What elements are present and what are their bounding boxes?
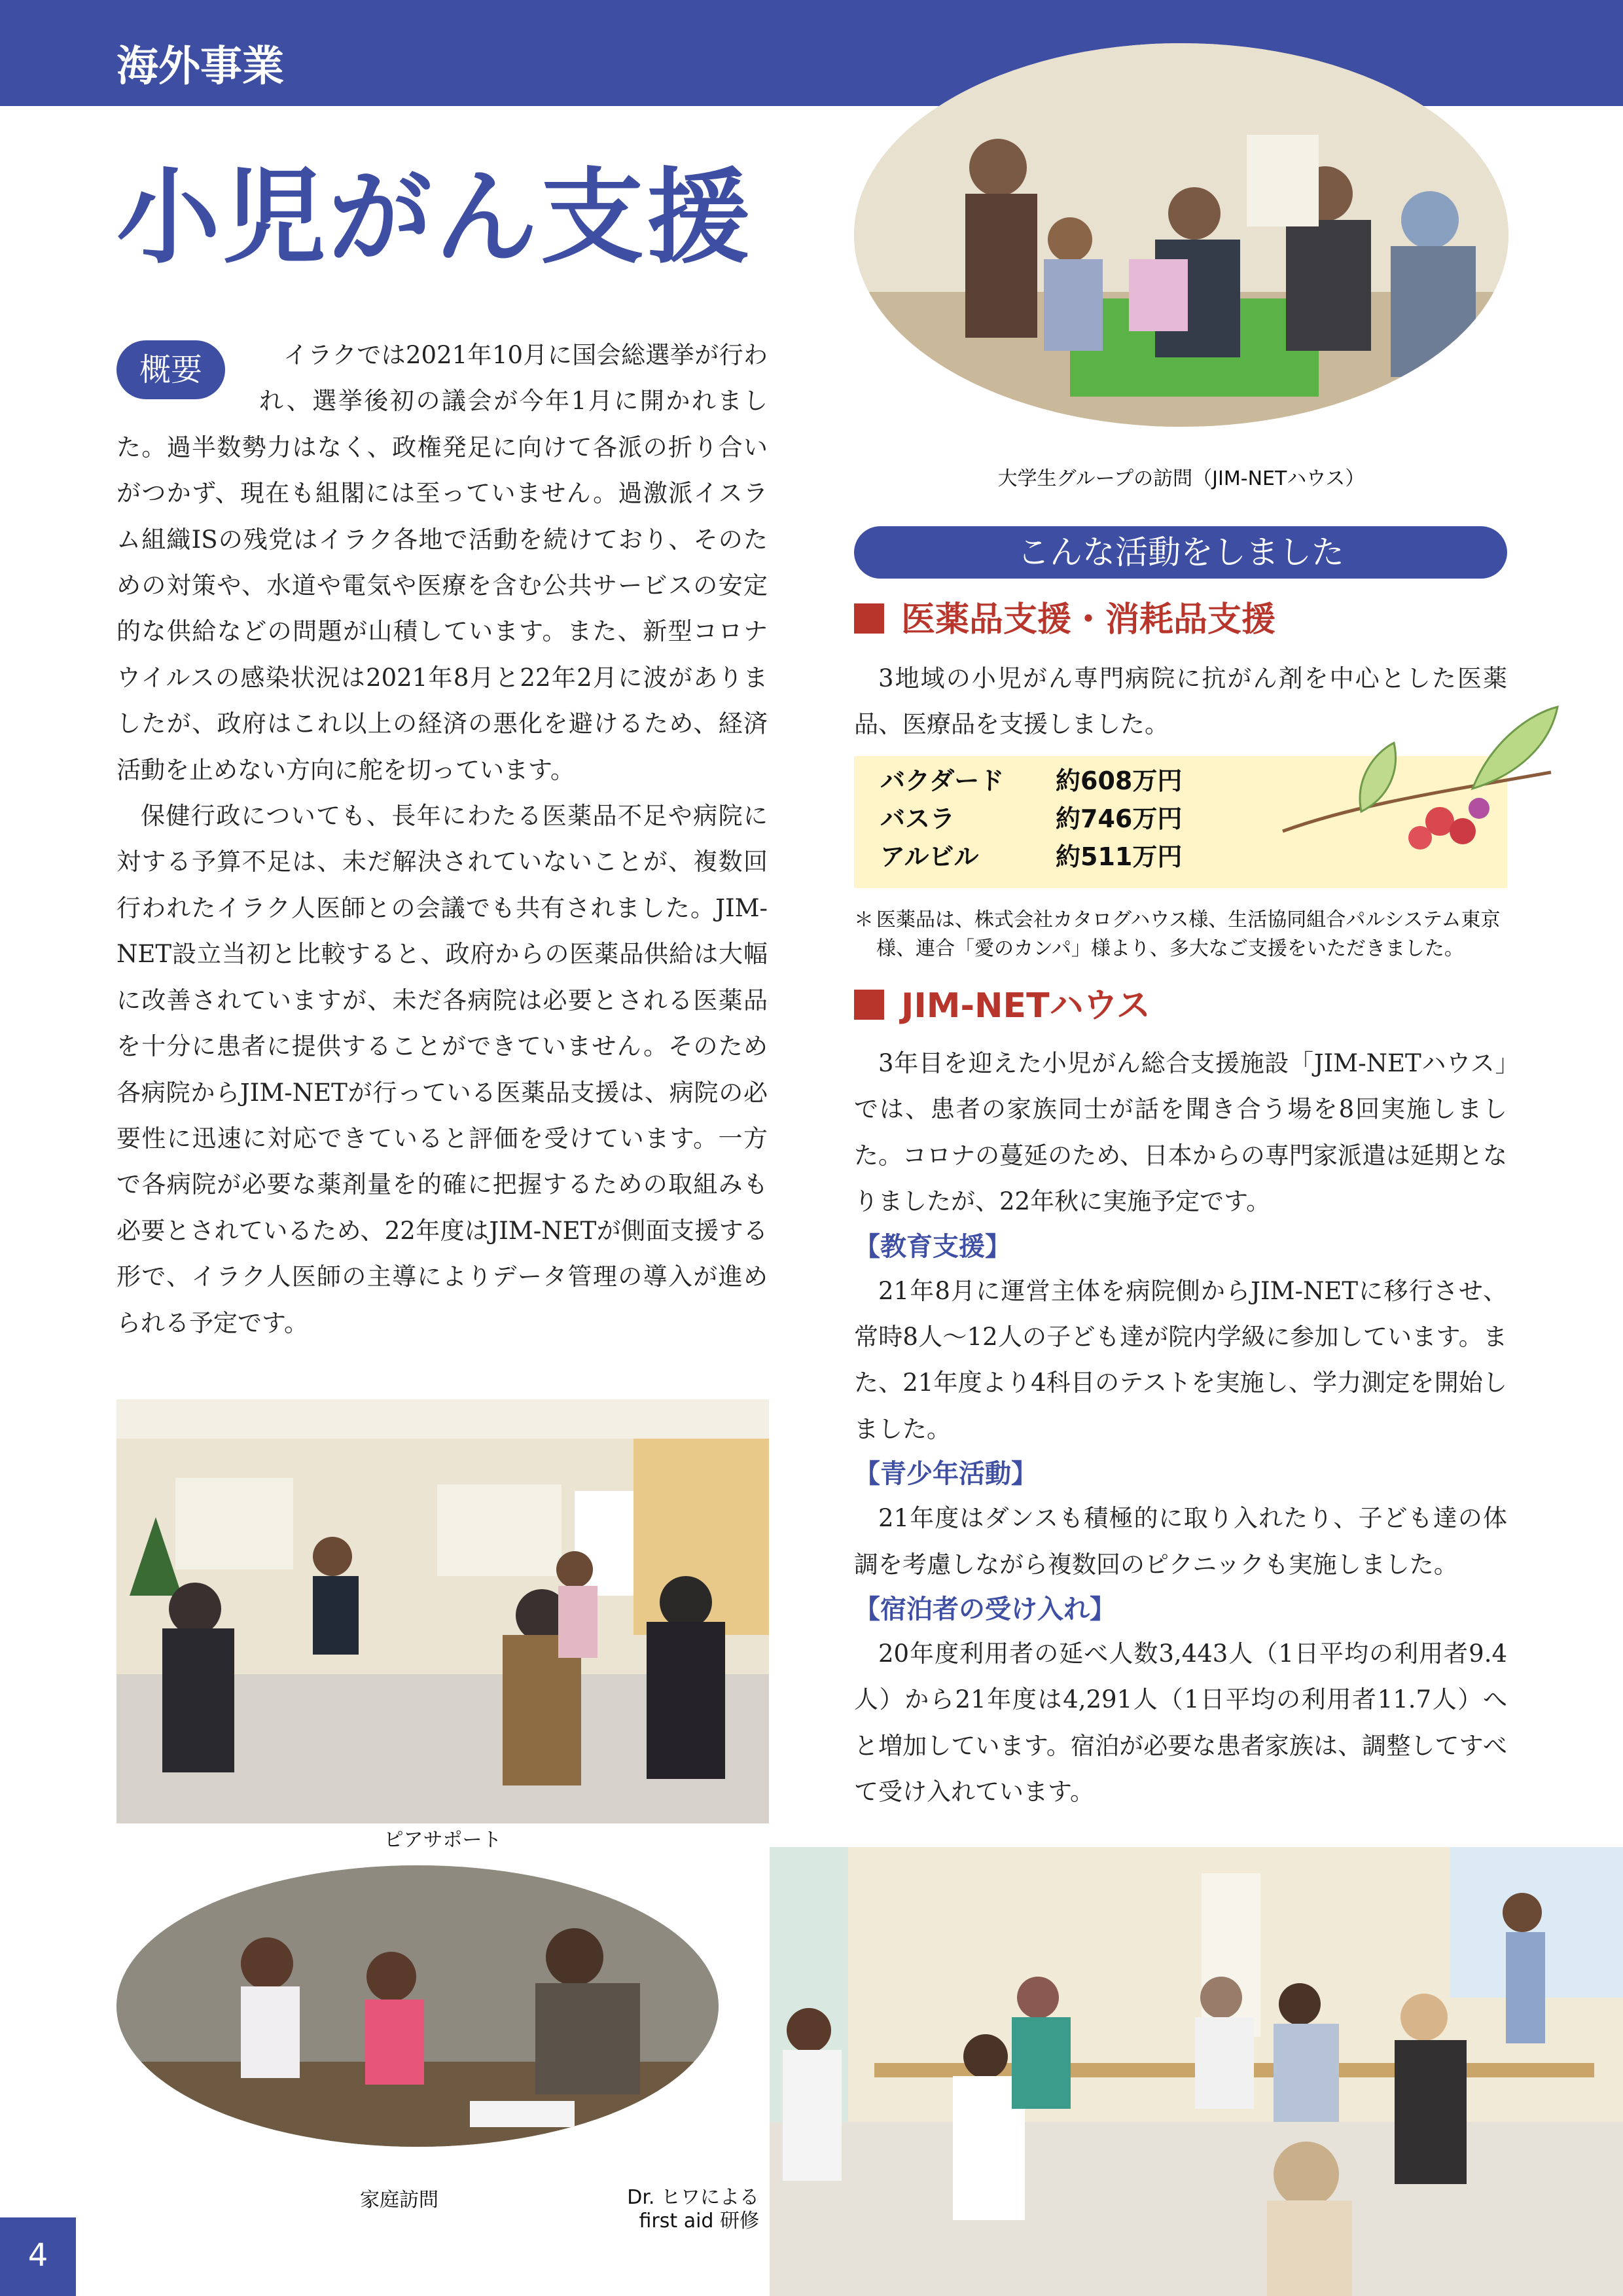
- sponsor-note: [854, 906, 1507, 963]
- photo-first-aid-training: [770, 1847, 1623, 2296]
- activities-heading: こんな活動をしました: [854, 526, 1507, 579]
- education-heading: 【教育支援】: [854, 1231, 1011, 1262]
- overview-badge: 概要: [116, 340, 225, 399]
- page-number: 4: [27, 2237, 48, 2274]
- caption-first-aid-line-2: first aid 研修: [639, 2210, 759, 2233]
- education-text: 21年8月に運営主体を病院側からJIM-NETに移行させ、常時8人～12人の子ども達が院内学級に参加しています。また、21年度より4科目のテストを実施し、学力測定を開始しました。: [854, 1276, 1507, 1443]
- supply-row: [880, 762, 1182, 799]
- photo-home-visit: [116, 1865, 719, 2147]
- page-title: 小児がん支援: [116, 158, 753, 278]
- note-mark: ＊: [854, 908, 874, 931]
- jimnet-house-heading: [854, 983, 1150, 1029]
- youth-text: 21年度はダンスも積極的に取り入れたり、子ども達の体調を考慮しながら複数回のピクニックも実施しました。: [854, 1504, 1507, 1579]
- photo-students-visit: [854, 43, 1508, 427]
- square-bullet-icon: [854, 603, 884, 634]
- medical-support-title: 医薬品支援・消耗品支援: [901, 600, 1276, 639]
- supply-row: [880, 838, 1182, 875]
- supply-amount: 約511万円: [1056, 842, 1183, 871]
- caption-home-visit: 家庭訪問: [360, 2189, 438, 2212]
- supply-row: [880, 800, 1182, 837]
- lodging-text: 20年度利用者の延べ人数3,443人（1日平均の利用者9.4人）から21年度は4,291人（1日平均の利用者11.7人）へと増加しています。宿泊が必要な患者家族は、調整してすべて受け入れています。: [854, 1640, 1507, 1806]
- supply-amount: 約608万円: [1056, 766, 1183, 795]
- overview-paragraph-2: 保健行政についても、長年にわたる医薬品不足や病院に対する予算不足は、未だ解決されていないことが、複数回行われたイラク人医師との会議でも共有されました。JIM-NET設立当初と比較すると、政府からの医薬品供給は大幅に改善されていますが、未だ各病院は必要とされる医薬品を十分に患者に提供することができていません。そのため各病院からJIM-NETが行っている医薬品支援は、病院の必要性に迅速に対応できていると評価を受けています。一方で各病院が必要な薬剤量を的確に把握するための取組みも必要とされているため、22年度はJIM-NETが側面支援する形で、イラク人医師の主導によりデータ管理の導入が進められる予定です。: [116, 802, 768, 1337]
- caption-students-visit: 大学生グループの訪問（JIM-NETハウス）: [997, 467, 1365, 490]
- overview-paragraph-1: イラクでは2021年10月に国会総選挙が行われ、選挙後初の議会が今年1月に開かれました。過半数勢力はなく、政権発足に向けて各派の折り合いがつかず、現在も組閣には至っていません。過激派イスラム組織ISの残党はイラク各地で活動を続けており、そのための対策や、水道や電気や医療を含む公共サービスの安定的な供給などの問題が山積しています。また、新型コロナウイルスの感染状況は2021年8月と22年2月に波がありましたが、政府はこれ以上の経済の悪化を避けるため、経済活動を止めない方向に舵を切っています。: [116, 341, 768, 784]
- house-intro: 3年目を迎えた小児がん総合支援施設「JIM-NETハウス」では、患者の家族同士が話を聞き合う場を8回実施しました。コロナの蔓延のため、日本からの専門家派遣は延期となりましたが、22年秋に実施予定です。: [854, 1049, 1507, 1216]
- photo-peer-support: [116, 1399, 769, 1823]
- jimnet-house-text: [854, 1041, 1507, 1816]
- supply-city: アルビル: [880, 842, 979, 871]
- lodging-heading: 【宿泊者の受け入れ】: [854, 1594, 1116, 1625]
- supply-amount: 約746万円: [1056, 804, 1183, 833]
- section-label: 海外事業: [116, 43, 284, 91]
- caption-first-aid-line-1: Dr. ヒワによる: [627, 2186, 759, 2209]
- note-text: 医薬品は、株式会社カタログハウス様、生活協同組合パルシステム東京様、連合「愛のカンパ」様より、多大なご支援をいただきました。: [876, 908, 1501, 960]
- jimnet-house-title: JIM-NETハウス: [901, 986, 1150, 1026]
- caption-first-aid: [589, 2186, 759, 2233]
- leaf-berry-illustration-icon: [1276, 681, 1564, 857]
- caption-peer-support: ピアサポート: [383, 1829, 502, 1852]
- square-bullet-icon: [854, 990, 884, 1020]
- supply-city: バスラ: [880, 804, 955, 833]
- youth-heading: 【青少年活動】: [854, 1459, 1037, 1490]
- medical-support-paragraph: 3地域の小児がん専門病院に抗がん剤を中心とした医薬品、医療品を支援しました。: [854, 664, 1507, 739]
- medical-support-heading: [854, 597, 1275, 643]
- supply-city: バクダード: [880, 766, 1005, 795]
- overview-text: [116, 332, 768, 1346]
